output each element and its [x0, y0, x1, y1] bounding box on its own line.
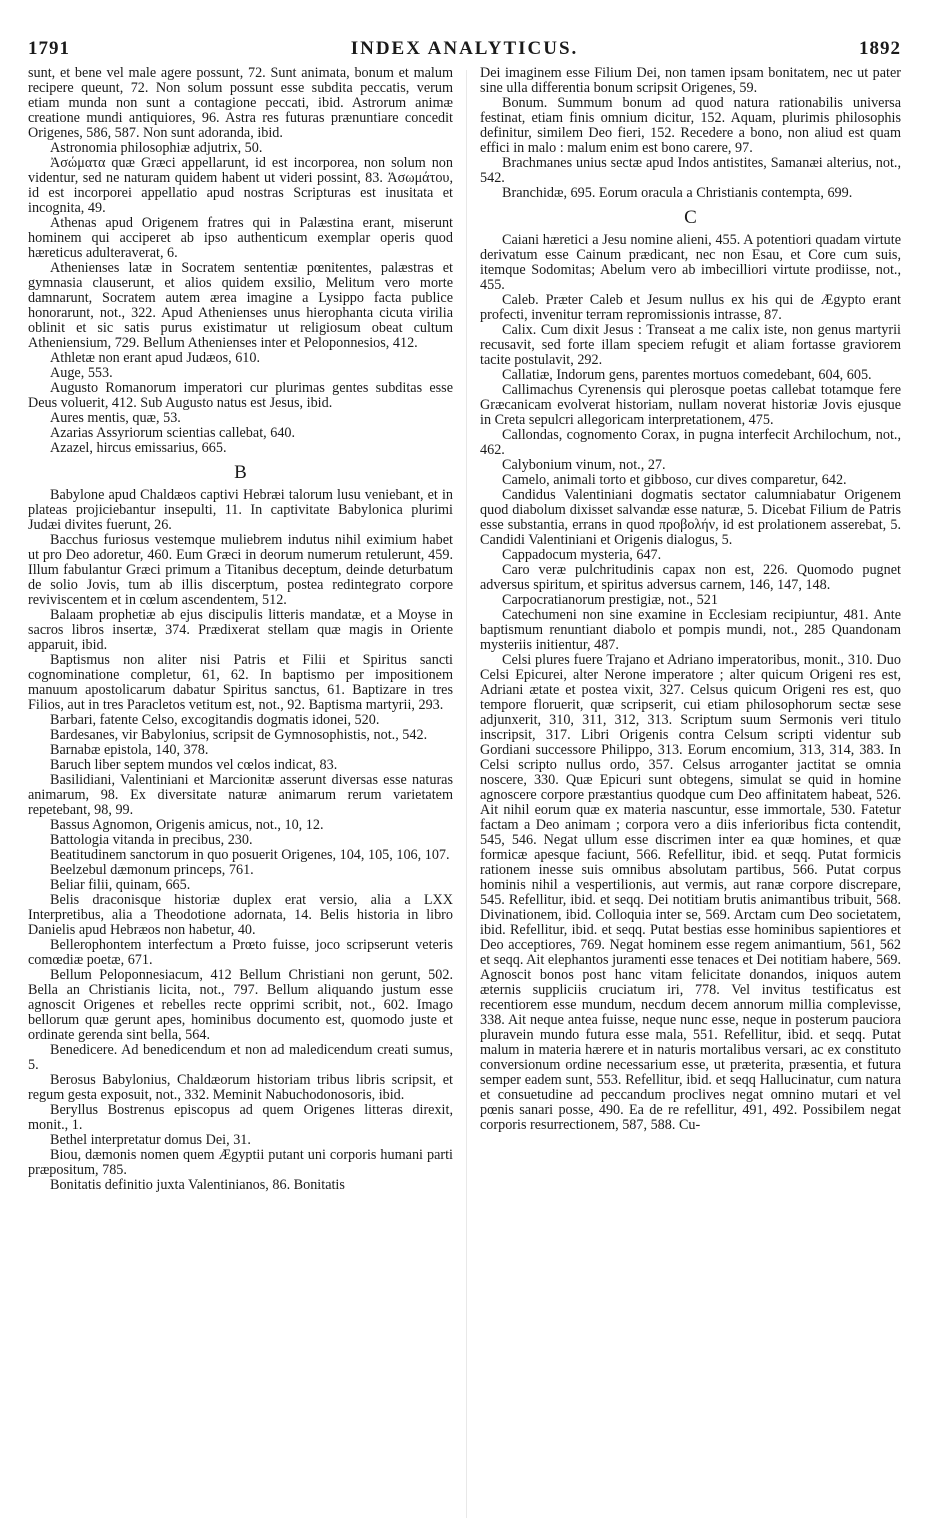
index-entry: Callimachus Cyrenensis qui plerosque poetas callebat totamque fere Græcanicam evolverat historiam, nullam noverat historiæ Jovis ejusque in Creta sepulcri allegoricam interpretationem, 475. — [480, 382, 901, 428]
index-entry: Babylone apud Chaldæos captivi Hebræi talorum lusu veniebant, et in plateas projiciebantur insepulti, 11. In captivitate Babylonica plurimi Judæi divites fuerunt, 26. — [28, 487, 453, 533]
index-entry: Bethel interpretatur domus Dei, 31. — [50, 1132, 251, 1148]
index-entry: Balaam prophetiæ ab ejus discipulis litteris mandatæ, et a Moyse in sacros libros insertæ, 374. Prædixerat stellam quæ magis in Oriente apparuit, ibid. — [28, 607, 453, 653]
index-entry: sunt, et bene vel male agere possunt, 72. Sunt animata, bonum et malum recipere queunt, 72. Non solum possunt esse subdita peccatis, verum etiam munda non sunt a contagione peccati, ibid. Astrorum animæ creatione mundi antiquiores, 96. Astra res futuras prænuntiare concedit Origenes, 586, 587. Non sunt adoranda, ibid. — [28, 65, 453, 141]
page-number-left: 1791 — [28, 38, 70, 59]
index-entry: Bonum. Summum bonum ad quod natura rationabilis universa festinat, etiam finis omnium dicitur, 152. Aquam, plurimis philosophis definitur, similem Deo fieri, 152. Recedere a bono, non aliud est quam effici in malo : malum enim est bono carere, 97. — [480, 95, 901, 156]
index-entry: Dei imaginem esse Filium Dei, non tamen ipsam bonitatem, nec ut pater sine ulla differentia bonum scripsit Origenes, 59. — [480, 65, 901, 96]
index-entry: Baptismus non aliter nisi Patris et Filii et Spiritus sancti cognominatione completur, 61, 62. In baptismo per impositionem manuum apostolicarum dabatur Spiritus sanctus, 61. Baptizare in tres Filios, aut in tres Paracletos vetitum est, not., 92. Baptisma martyrii, 293. — [28, 652, 453, 713]
index-entry: Camelo, animali torto et gibboso, cur dives comparetur, 642. — [502, 472, 847, 488]
index-entry: Calix. Cum dixit Jesus : Transeat a me calix iste, non genus martyrii recusavit, sed forte illam speciem refugit et aliam fortasse graviorem tacite postulavit, 292. — [480, 322, 901, 368]
index-entry: Belis draconisque historiæ duplex erat versio, alia a LXX Interpretibus, alia a Theodotione adornata, 14. Belis historia in libro Danielis apud Hebræos non habetur, 40. — [28, 892, 453, 938]
index-entry: Aures mentis, quæ, 53. — [50, 410, 181, 426]
index-entry: Beatitudinem sanctorum in quo posuerit Origenes, 104, 105, 106, 107. — [50, 847, 450, 863]
index-entry: Ἀσώματα quæ Græci appellarunt, id est incorporea, non solum non videntur, sed ne naturam quidem habent ut videri possint, 83. Ἀσωμάτου, id est incorporei appellatio apud nostras Scripturas est inusitata et incognita, 49. — [28, 155, 453, 216]
index-entry: Caiani hæretici a Jesu nomine alieni, 455. A potentiori quadam virtute derivatum esse Cainum prædicant, nec non Esau, et Core cum suis, itemque Sodomitas; Abelum vero ab imbecilliori virtute prodiisse, not., 455. — [480, 232, 901, 293]
index-entry: Athenienses latæ in Socratem sententiæ pœnitentes, palæstras et gymnasia clauserunt, et alios quidem exsilio, Melitum vero morte damnarunt, Socratem autem ærea imagine a Lysippo facta publice honorarunt, not., 322. Apud Athenienses unus hierophanta cicuta virilia oblinit et sic satis purus existimatur ut religiosum obeat cultum Atheniensium, 729. Bellum Athenienses inter et Peloponnesios, 412. — [28, 260, 453, 351]
index-entry: Catechumeni non sine examine in Ecclesiam recipiuntur, 481. Ante baptismum renuntiant diabolo et pompis mundi, not., 285 Quandonam mysteriis initientur, 487. — [480, 607, 901, 653]
page-number-right: 1892 — [858, 38, 901, 59]
index-entry: Astronomia philosophiæ adjutrix, 50. — [50, 140, 263, 156]
index-entry: Berosus Babylonius, Chaldæorum historiam tribus libris scripsit, et regum gesta exposuit, not., 332. Meminit Nabuchodonosoris, ibid. — [28, 1072, 453, 1103]
index-entry: Bassus Agnomon, Origenis amicus, not., 10, 12. — [50, 817, 324, 833]
running-title: INDEX ANALYTICUS. — [350, 38, 579, 59]
section-letter: C — [684, 207, 697, 228]
index-entry: Athenas apud Origenem fratres qui in Palæstina erant, miserunt hominem qui acciperet ab ipso authenticum exemplar operis quod hæreticus adulteraverat, 6. — [28, 215, 453, 261]
index-entry: Branchidæ, 695. Eorum oracula a Christianis contempta, 699. — [502, 185, 853, 201]
index-entry: Beliar filii, quinam, 665. — [50, 877, 191, 893]
index-entry: Beryllus Bostrenus episcopus ad quem Origenes litteras direxit, monit., 1. — [28, 1102, 453, 1133]
index-entry: Cappadocum mysteria, 647. — [502, 547, 662, 563]
index-entry: Bellum Peloponnesiacum, 412 Bellum Christiani non gerunt, 502. Bella an Christianis licita, not., 797. Bellum aliquando justum esse agnoscit Origenes et rebelles recte opprimi scribit, not., 602. Imago bellorum quæ gerunt apes, hominibus documento est, quomodo juste et ordinate gerenda sint bella, 564. — [28, 967, 453, 1043]
index-entry: Biou, dæmonis nomen quem Ægyptii putant uni corporis humani parti præpositum, 785. — [28, 1147, 453, 1178]
index-entry: Callondas, cognomento Corax, in pugna interfecit Archilochum, not., 462. — [480, 427, 901, 458]
index-entry: Calybonium vinum, not., 27. — [502, 457, 666, 473]
index-entry: Baruch liber septem mundos vel cœlos indicat, 83. — [50, 757, 338, 773]
page-header — [28, 38, 901, 62]
index-entry: Bellerophontem interfectum a Prœto fuisse, joco scripserunt veteris comœdiæ poetæ, 671. — [28, 937, 453, 968]
left-column — [28, 66, 453, 1193]
index-entry: Barnabæ epistola, 140, 378. — [50, 742, 209, 758]
column-divider — [466, 70, 467, 1518]
index-entry: Bardesanes, vir Babylonius, scripsit de Gymnosophistis, not., 542. — [50, 727, 428, 743]
index-entry: Callatiæ, Indorum gens, parentes mortuos comedebant, 604, 605. — [502, 367, 872, 383]
index-entry: Basilidiani, Valentiniani et Marcionitæ asserunt diversas esse naturas animarum, 98. Ex diversitate naturæ animarum rerum varietatem repetebant, 98, 99. — [28, 772, 453, 818]
index-entry: Caro veræ pulchritudinis capax non est, 226. Quomodo pugnet adversus spiritum, et spiritus adversus carnem, 146, 147, 148. — [480, 562, 901, 593]
index-entry: Bacchus furiosus vestemque muliebrem indutus nihil eximium habet ut pro Deo adoretur, 460. Eum Græci in deorum numerum retulerunt, 459. Illum fabulantur Græci primum a Titanibus deceptum, deinde deturbatum de solio Jovis, tum ab illis discerptum, postea redintegrato corpore reviviscentem et in cœlum ascendentem, 512. — [28, 532, 453, 608]
index-entry: Celsi plures fuere Trajano et Adriano imperatoribus, monit., 310. Duo Celsi Epicurei, alter Nerone imperatore ; alter quicum Origeni res est, Adriani ætate et postea vixit, 327. Celsus quicum Origeni res est, quo tempore floruerit, quæ scripserit, cui etiam philosophorum sectæ sese adjunxerit, 310, 311, 312, 313. Scriptum suum Sermonis veri titulo inscripsit, 317. Libri Origenis contra Celsum scripti videntur sub Gordiani successore Philippo, 313. Eorum encomium, 313, 314, 383. In Celsi scripto nullus ordo, 357. Celsus arroganter jactitat se omnia noscere, 330. Quæ Epicuri sunt obtegens, simulat se quid in homine agnoscere corpore præstantius quodque cum Deo affinitatem habeat, 526. Ait nihil eorum quæ ex materia nascuntur, esse immortale, 530. Fatetur factam a Deo animam ; corpora vero a diis inferioribus ficta contendit, 545, 546. Negat ullum esse discrimen inter ea quæ homines, et quæ formicæ apesque faciunt, 566. Refellitur, ibid. et seqq. Putat formicis rationem inesse suis omnibus absolutam partibus, 566. Putat corpus hominis nihil a vespertilionis, aut vermis, aut ranæ corpore discrepare, 545. Refellitur, ibid. et seqq. Dei notitiam brutis animantibus tribuit, 568. Divinationem, ibid. Colloquia inter se, 569. Arctam cum Deo societatem, ibid. Refellitur, ibid. et seqq. Putat bestias esse hominibus sapientiores et Deo acceptiores, 769. Negat hominem esse regem animantium, 561, 562 et seqq. Ait elephantos juramenti esse tenaces et Dei notitiam habere, 569. Agnoscit bonos post hanc vitam felicitate donandos, iniquos autem æternis suppliciis cruciatum iri, 778. Vel invitus testificatus est recentiorem esse mundum, necdum decem annorum millia complevisse, 338. Ait neque antea fuisse, neque nunc esse, neque in posterum pauciora pluravein mundo futura esse mala, 551. Refellitur, ibid. et seqq. Putat malum in materia hærere et in naturis mortalibus versari, ac ex constituto conversionum ordine necessarium esse, ut præterita, præsentia, et futura semper eadem sunt, 553. Refellitur, ibid. et seqq Hallucinatur, cum natura et consuetudine ad peccandum proclives negat omnino mutari et vel pœnis sanari posse, 490. Ea de re refellitur, 491, 492. Possibilem negat corporis resurrectionem, 587, 588. Cu- — [480, 652, 901, 1133]
index-entry: Azarias Assyriorum scientias callebat, 640. — [50, 425, 296, 441]
index-entry: Candidus Valentiniani dogmatis sectator calumniabatur Origenem quod diabolum dixisset salvandæ esse naturæ, 5. Dicebat Filium de Patris esse substantia, errans in quod προβολήν, id est prolationem asserebat, 5. Candidi Valentiniani et Origenis dialogus, 5. — [480, 487, 901, 548]
index-entry: Battologia vitanda in precibus, 230. — [50, 832, 253, 848]
index-entry: Brachmanes unius sectæ apud Indos antistites, Samanæi alterius, not., 542. — [480, 155, 901, 186]
index-entry: Barbari, fatente Celso, excogitandis dogmatis idonei, 520. — [50, 712, 380, 728]
index-entry: Azazel, hircus emissarius, 665. — [50, 440, 227, 456]
right-column — [480, 66, 901, 1133]
index-entry: Bonitatis definitio juxta Valentinianos, 86. Bonitatis — [50, 1177, 345, 1193]
index-entry: Benedicere. Ad benedicendum et non ad maledicendum creati sumus, 5. — [28, 1042, 453, 1073]
index-entry: Auge, 553. — [50, 365, 113, 381]
index-entry: Beelzebul dæmonum princeps, 761. — [50, 862, 254, 878]
index-entry: Augusto Romanorum imperatori cur plurimas gentes subditas esse Deus voluerit, 412. Sub Augusto natus est Jesus, ibid. — [28, 380, 453, 411]
index-entry: Caleb. Præter Caleb et Jesum nullus ex his qui de Ægypto erant profecti, invenitur terram repromissionis intrasse, 87. — [480, 292, 901, 323]
section-letter: B — [234, 462, 247, 483]
index-entry: Athletæ non erant apud Judæos, 610. — [50, 350, 261, 366]
index-entry: Carpocratianorum prestigiæ, not., 521 — [502, 592, 718, 608]
